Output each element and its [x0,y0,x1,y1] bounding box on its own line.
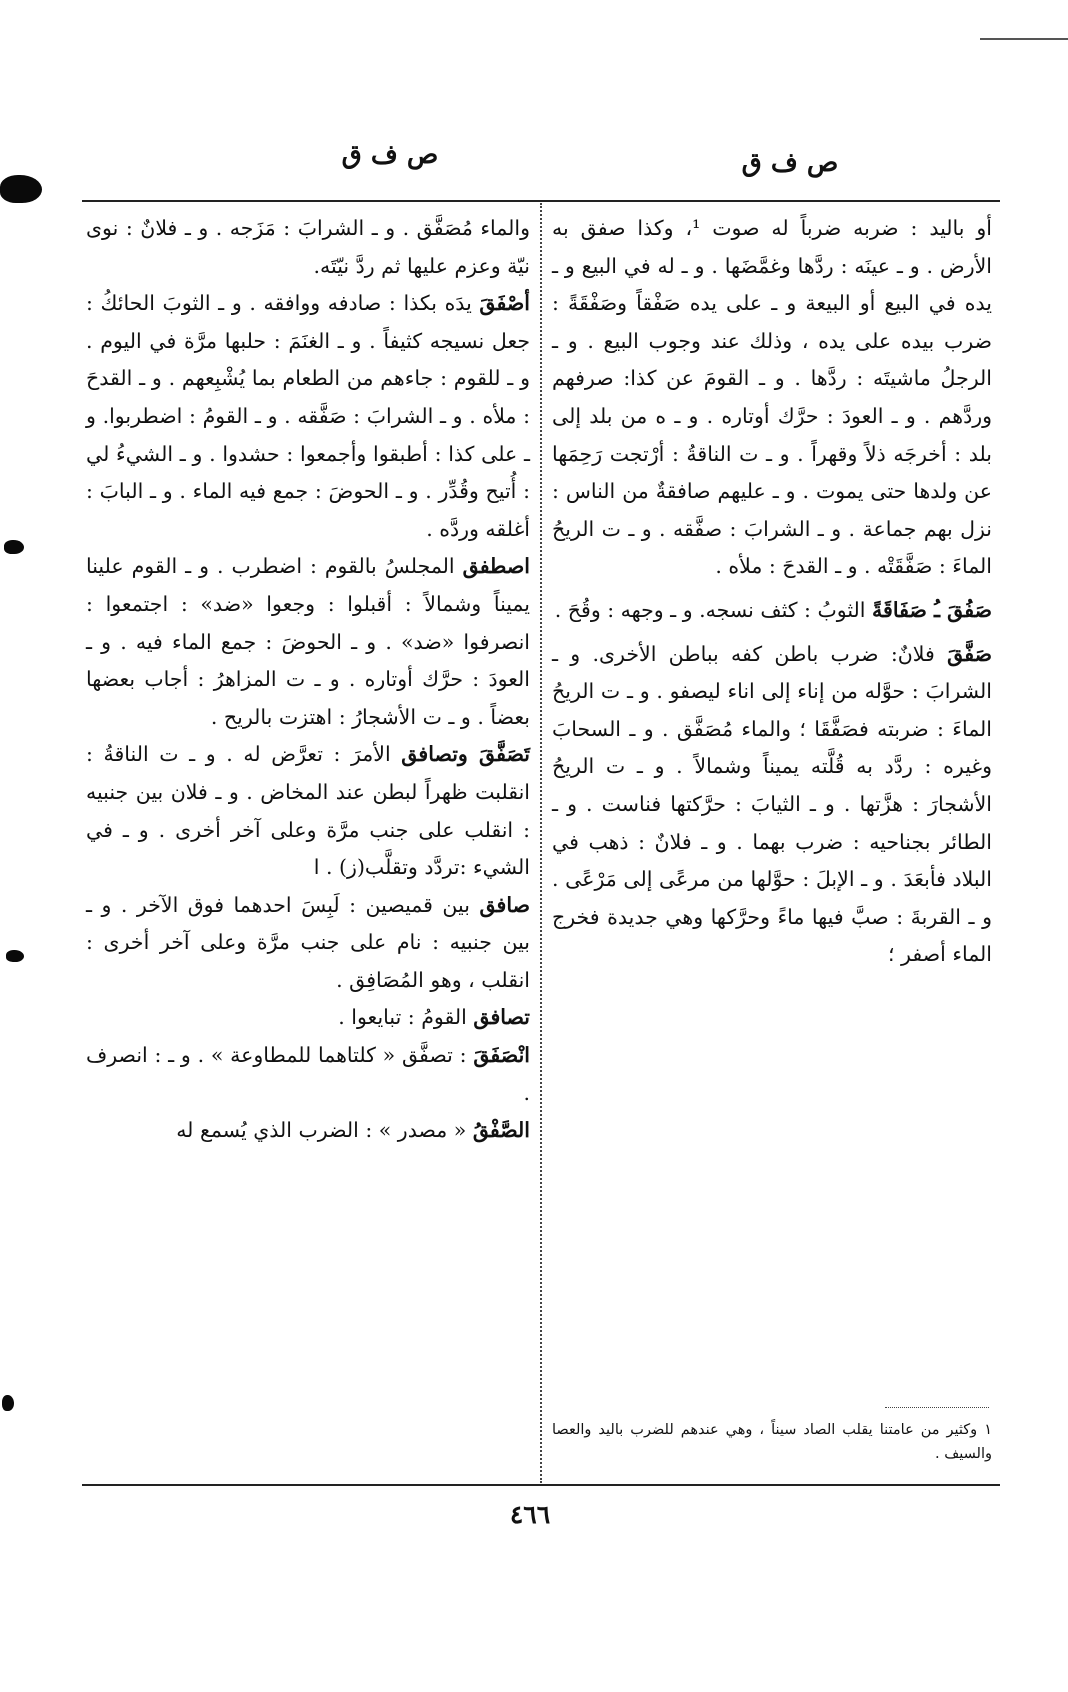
entry-text: : تصفَّق « كلتاهما للمطاوعة » . و ـ : انصرف . [86,1043,530,1105]
dictionary-entry [86,736,530,886]
entry-headword: تصافق [473,1005,530,1030]
running-header-left: ص ف ق [341,140,439,170]
dictionary-entry [86,548,530,736]
footnote: ١ وكثير من عامتنا يقلب الصاد سيناً ، وهي عندهم للضرب باليد والعصا والسيف . [552,1422,992,1462]
entry-headword: انْصَفَقَ [473,1043,530,1068]
entry-headword: اصطفق [462,554,530,579]
entry-text: القومُ : تبايعوا . [338,1005,467,1030]
entry-text: المجلسُ بالقوم : اضطرب . و ـ القوم علينا يميناً وشمالاً : أقبلوا : وجعوا «ضد» : اجتمعوا : انصرفوا «ضد» . و ـ الحوضَ : جمع الماء فيه . و ـ العودَ : حرَّك أوتاره . و ـ ت المزاهرُ : أجاب بعضها بعضاً . و ـ ت الأشجارُ : اهتزت بالريح . [86,554,530,729]
column-divider [540,203,542,1483]
top-edge-rule [980,38,1068,40]
scan-margin-mark [6,950,24,962]
page-number: ٤٦٦ [509,1500,551,1529]
entry-text: « مصدر » : الضرب الذي يُسمع له [176,1118,467,1143]
entry-headword: الصَّفْقُ [472,1118,530,1143]
dictionary-entry [86,210,530,285]
header-rule [82,200,1000,202]
entry-headword: صافق [479,892,530,917]
entry-text: الثوبُ : كثف نسجه. و ـ وجهه : وقُحَ . [554,597,866,622]
entry-text: يدَه بكذا : صادفه ووافقه . و ـ الثوبَ الحائكُ : جعل نسيجه كثيفاً . و ـ الغنَمَ : حلبها مرَّة في اليوم . و ـ للقوم : جاءهم من الطعام بما يُشْبِعهم . و ـ القدحَ : ملأه . و ـ الشرابَ : صَفَّقه . و ـ القومُ : اضطربوا. و ـ على كذا : أطبقوا وأجمعوا : حشدوا . و ـ الشيءُ لي : أُتيح وقُدِّر . و ـ الحوضَ : جمع فيه الماء . و ـ البابَ : أغلقه وردَّه . [86,291,530,541]
dictionary-entry [552,636,992,974]
entry-headword: أصْفَقَ [479,291,530,316]
dictionary-entry [552,210,992,586]
entry-headword: صَفُقَ ـُ صَفَاقَةً [872,597,992,622]
left-column [86,210,530,1150]
dictionary-entry [86,1112,530,1150]
entry-text: أو باليد : ضربه ضرباً له صوت ¹، وكذا صفق به الأرض . و ـ عينَه : ردَّها وغمَّضَها . و ـ له في البيع و ـ يده في البيع أو البيعة و ـ على يده صَفْقاً وصَفْقَةً : ضرب بيده على يده ، وذلك عند وجوب البيع . و ـ الرجلُ ماشيتَه : ردَّها . و ـ القومَ عن كذا: صرفهم وردَّهم . و ـ العودَ : حرَّك أوتاره . و ـ ه من بلد إلى بلد : أخرجَه ذلاً وقهراً . و ـ ت الناقةُ : أرْتجت رَحِمَها عن ولدها حتى يموت . و ـ عليهم صافقةٌ من الناس : نزل بهم جماعة . و ـ الشرابَ : صفَّقه . و ـ ت الريحُ الماءَ : صَفَّقَتْه . و ـ القدحَ : ملأه . [552,216,992,579]
dictionary-entry [552,592,992,630]
dictionary-entry [86,999,530,1037]
scan-margin-mark [0,175,42,203]
entry-text: فلانٌ: ضرب باطن كفه بباطن الأخرى. و ـ الشرابَ : حوَّله من إناء إلى اناء ليصفو . و ـ ت الريحُ الماءَ : ضربته فصَفَّقَا ؛ والماء مُصَفَّق . و ـ السحابَ وغيره : ردَّد به قُلَّته يميناً وشمالاً . و ـ ت الريحُ الأشجارَ : هزَّتها . و ـ الثيابَ : حرَّكتها فناست . و ـ الطائر بجناحيه : ضرب بهما . و ـ فلانٌ : ذهب في البلاد فأبعَدَ . و ـ الإبلَ : حوَّلها من مرعًى إلى مَرْعًى . و ـ القربةَ : صبَّ فيها ماءً وحرَّكها وهي جديدة فخرج الماء أصفر ؛ [552,641,992,967]
entry-headword: تَصَفَّقَ وتصافق [401,742,530,767]
scan-margin-mark [2,1395,14,1411]
entry-text: والماء مُصَفَّق . و ـ الشرابَ : مَزَجه . و ـ فلانٌ : نوى نيّة وعزم عليها ثم ردَّ نيّتَه. [86,216,530,278]
right-column [552,210,992,974]
scan-margin-mark [4,540,24,554]
entry-text: الأمرَ : تعرَّض له . و ـ ت الناقةُ : انقلبت ظهراً لبطن عند المخاض . و ـ فلان بين جنبيه : انقلب على جنب مرَّة وعلى آخر أخرى . و ـ في الشيء :تردَّد وتقلَّب(ز) . ا [86,742,530,880]
footnote-separator [885,1407,989,1408]
entry-headword: صَفَّقَ [947,641,992,666]
footer-rule [82,1484,1000,1486]
running-header-right: ص ف ق [741,148,839,178]
dictionary-entry [86,887,530,1000]
dictionary-entry [86,1037,530,1112]
entry-text: بين قميصين : لَبِسَ احدهما فوق الآخر . و ـ بين جنبيه : نام على جنب مرَّة وعلى آخر أخرى : انقلب ، وهو المُصَافِق . [86,892,530,992]
dictionary-entry [86,285,530,548]
